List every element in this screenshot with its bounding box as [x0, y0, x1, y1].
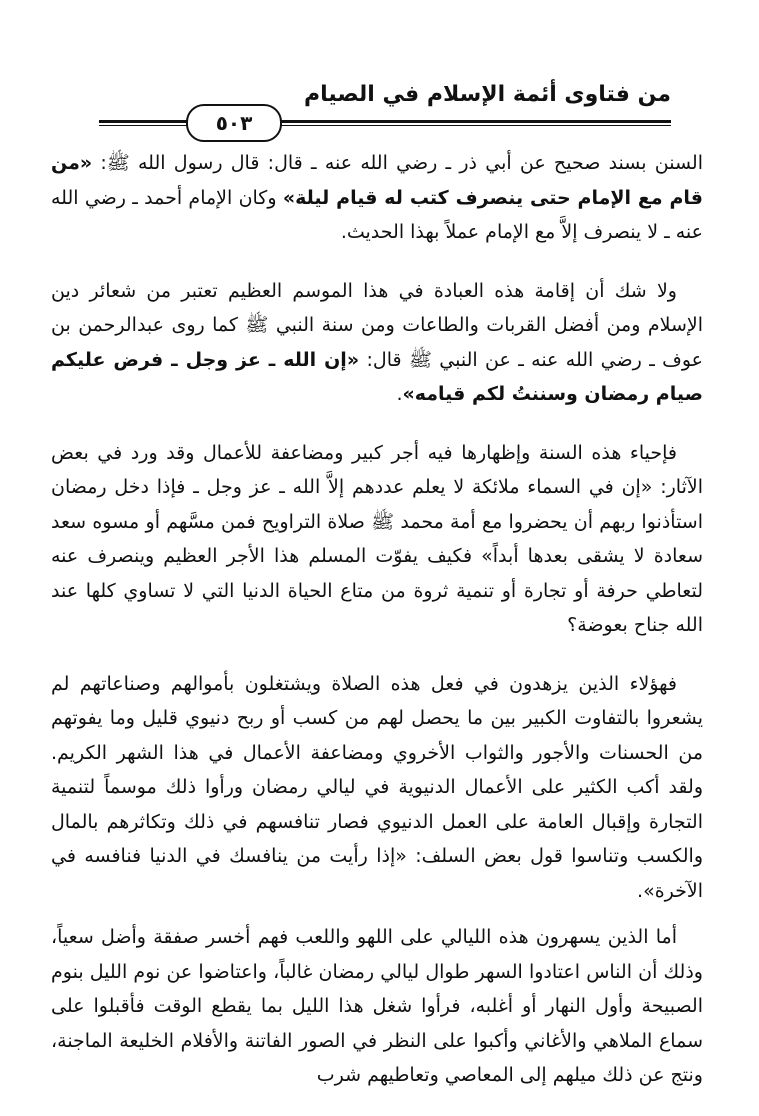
paragraph-2-text-a: ولا شك أن إقامة هذه العبادة في هذا الموسم العظيم تعتبر من شعائر دين الإسلام ومن أفضل القربات والطاعات ومن سنة النبي ﷺ كما روى عبدالرحمن بن عوف ـ رضي الله عنه ـ عن النبي ﷺ قال:: [51, 279, 703, 371]
running-header-title: من فتاوى أئمة الإسلام في الصيام: [304, 82, 671, 107]
header-rule-thin-line: [99, 125, 671, 126]
hadith-quote-2: «إن الله ـ عز وجل ـ فرض عليكم صيام رمضان وسننتُ لكم قيامه»: [51, 348, 703, 405]
paragraph-4-text: فهؤلاء الذين يزهدون في فعل هذه الصلاة ويشتغلون بأموالهم وصناعاتهم لم يشعروا بالتفاوت الكبير بين ما يحصل لهم من كسب أو ربح دنيوي قليل وما يفوتهم من الحسنات والأجور والثواب الأخروي ومضاعفة الأعمال في هذا الشهر الكريم. ولقد أكب الكثير على الأعمال الدنيوية في ليالي رمضان ورأوا ذلك موسماً لتنمية التجارة وإقبال العامة على العمل الدنيوي فصار تنافسهم في ذلك وتكاثرهم بالمال والكسب وتناسوا قول بعض السلف: «إذا رأيت من ينافسك في الدنيا فنافسه في الآخرة».: [51, 672, 703, 902]
paragraph-2: [51, 274, 703, 412]
paragraph-5-text: أما الذين يسهرون هذه الليالي على اللهو واللعب فهم أخسر صفقة وأضل سعياً، وذلك أن الناس اعتادوا السهر طوال ليالي رمضان غالباً، واعتاضوا عن نوم الليل بنوم الصبيحة وأول النهار أو أغلبه، فرأوا شغل هذا الليل بما يقطع الوقت فأقبلوا على سماع الملاهي والأغاني وأكبوا على النظر في الصور الفاتنة والأفلام الخليعة الماجنة، ونتج عن ذلك ميلهم إلى المعاصي وتعاطيهم شرب: [51, 926, 703, 1086]
header-rule-thick-line: [99, 120, 671, 123]
paragraph-3: [51, 436, 703, 643]
paragraph-1: [51, 146, 703, 250]
paragraph-3-text: فإحياء هذه السنة وإظهارها فيه أجر كبير ومضاعفة للأعمال وقد ورد في بعض الآثار: «إن في السماء ملائكة لا يعلم عددهم إلاَّ الله ـ عز وجل ـ فإذا دخل رمضان استأذنوا ربهم أن يحضروا مع أمة محمد ﷺ صلاة التراويح فمن مسَّهم أو مسوه سعد سعادة لا يشقى بعدها أبداً» فكيف يفوّت المسلم هذا الأجر العظيم وينصرف عنه لتعاطي حرفة أو تجارة أو تنمية ثروة من متاع الحياة الدنيا التي لا تساوي كلها عند الله جناح بعوضة؟: [51, 441, 703, 636]
header-rule: [99, 120, 671, 128]
paragraph-2-text-b: .: [396, 383, 403, 405]
page-body: [51, 146, 703, 1093]
paragraph-1-text-a: السنن بسند صحيح عن أبي ذر ـ رضي الله عنه ـ قال: قال رسول الله ﷺ:: [92, 152, 703, 174]
paragraph-1-text-b: وكان الإمام أحمد ـ رضي الله عنه ـ لا ينصرف إلاَّ مع الإمام عملاً بهذا الحديث.: [51, 186, 703, 243]
hadith-quote-1: «من قام مع الإمام حتى ينصرف كتب له قيام ليلة»: [51, 152, 703, 209]
page-number-badge: ٥٠٣: [186, 104, 282, 142]
paragraph-5: [51, 920, 703, 1093]
paragraph-4: [51, 667, 703, 909]
